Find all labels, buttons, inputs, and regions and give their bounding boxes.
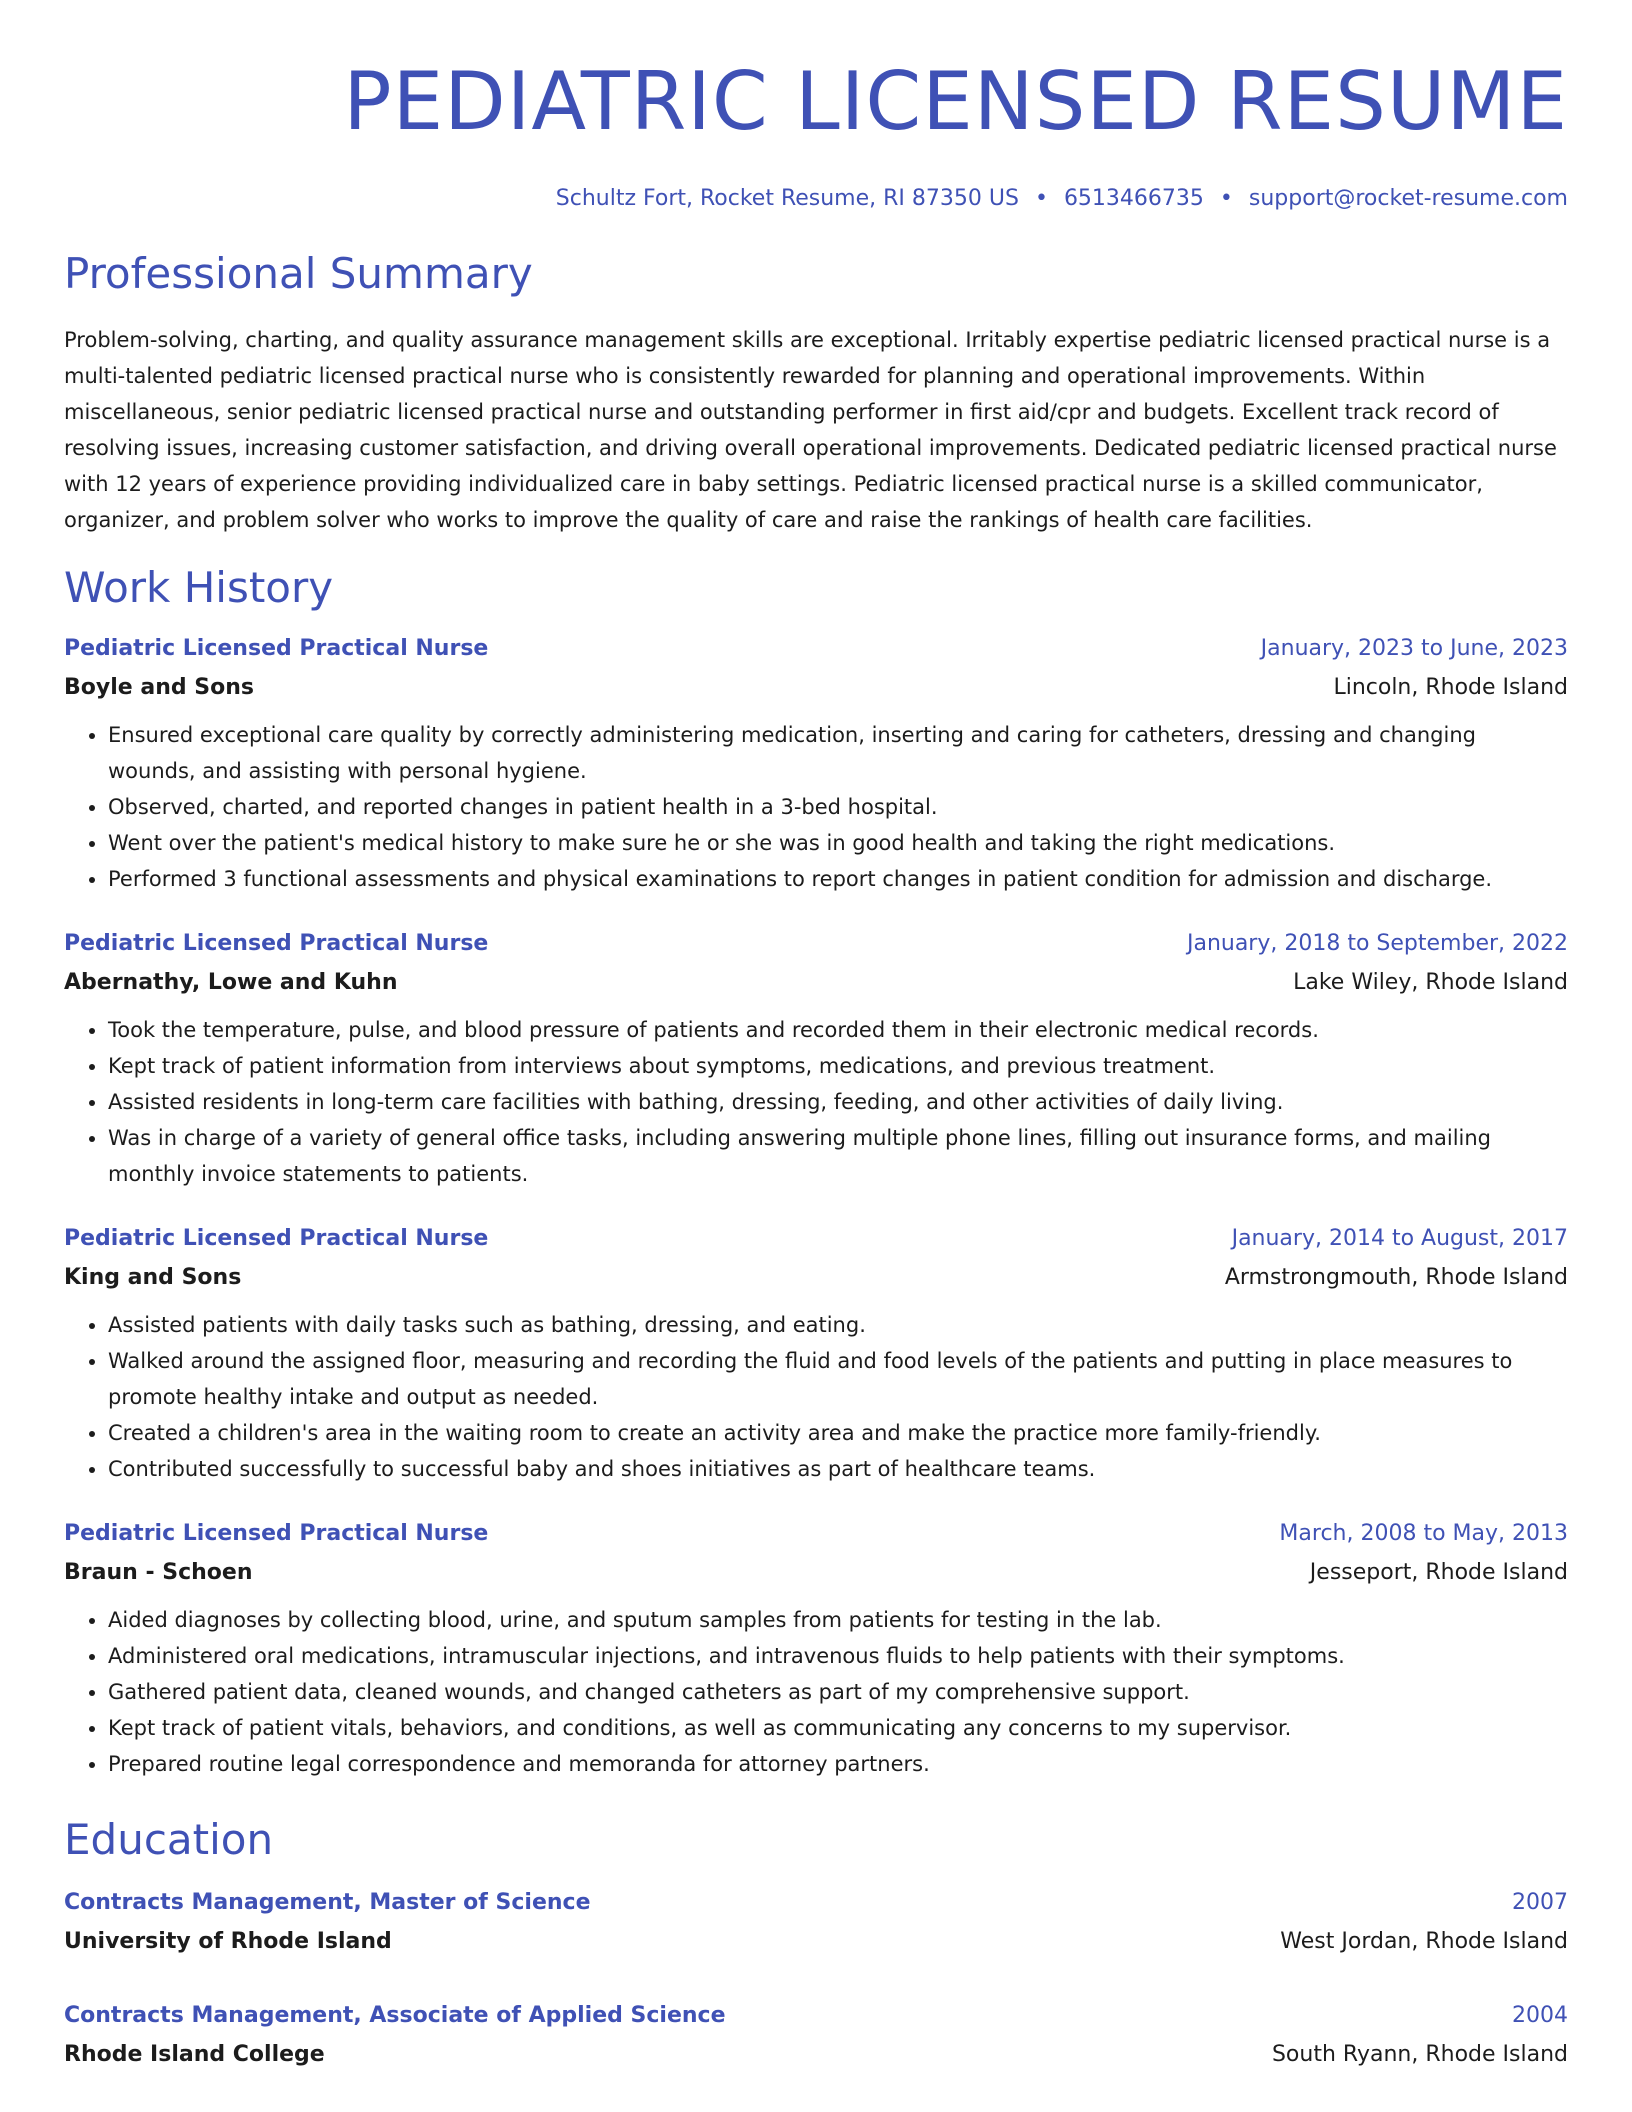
job-bullet: • Kept track of patient vitals, behaviors, and conditions, as well as communicating any concerns to my supervisor. xyxy=(108,1710,1568,1746)
job-entry xyxy=(64,1224,1568,1487)
job-bullet: • Administered oral medications, intramuscular injections, and intravenous fluids to help patients with their symptoms. xyxy=(108,1638,1568,1674)
education-heading: Education xyxy=(64,1815,274,1864)
job-location: Lake Wiley, Rhode Island xyxy=(1293,970,1568,995)
job-dates: January, 2018 to September, 2022 xyxy=(1186,931,1568,956)
job-bullet: • Was in charge of a variety of general office tasks, including answering multiple phone lines, filling out insurance forms, and mailing monthly invoice statements to patients. xyxy=(108,1120,1568,1192)
education-location: South Ryann, Rhode Island xyxy=(1271,2042,1568,2067)
education-degree: Contracts Management, Associate of Applied Science xyxy=(64,2003,726,2028)
education-degree: Contracts Management, Master of Science xyxy=(64,1890,591,1915)
resume-header xyxy=(64,0,1568,214)
job-bullet: • Took the temperature, pulse, and blood pressure of patients and recorded them in their electronic medical records. xyxy=(108,1012,1568,1048)
job-entry xyxy=(64,929,1568,1192)
education-school: University of Rhode Island xyxy=(64,1929,392,1954)
education-year: 2004 xyxy=(1512,2003,1568,2028)
job-bullet: • Observed, charted, and reported changes in patient health in a 3-bed hospital. xyxy=(108,789,1568,825)
contact-line xyxy=(64,184,1568,214)
contact-separator: • xyxy=(1034,186,1048,211)
job-bullet: • Contributed successfully to successful baby and shoes initiatives as part of healthcare teams. xyxy=(108,1451,1568,1487)
job-bullet: • Went over the patient's medical history to make sure he or she was in good health and taking the right medications. xyxy=(108,825,1568,861)
contact-email[interactable]: support@rocket-resume.com xyxy=(1248,186,1568,211)
job-location: Lincoln, Rhode Island xyxy=(1333,675,1568,700)
job-bullet: • Gathered patient data, cleaned wounds, and changed catheters as part of my comprehensive support. xyxy=(108,1674,1568,1710)
education-year: 2007 xyxy=(1512,1890,1568,1915)
job-bullet: • Performed 3 functional assessments and physical examinations to report changes in patient condition for admission and discharge. xyxy=(108,861,1568,897)
job-title: Pediatric Licensed Practical Nurse xyxy=(64,636,489,661)
job-bullets xyxy=(64,1012,1568,1192)
job-title: Pediatric Licensed Practical Nurse xyxy=(64,1226,489,1251)
job-bullet: • Aided diagnoses by collecting blood, urine, and sputum samples from patients for testing in the lab. xyxy=(108,1602,1568,1638)
education-entry xyxy=(64,1888,1568,1957)
summary-text: Problem-solving, charting, and quality assurance management skills are exceptional. Irritably expertise pediatric licensed practical nurse is a multi-talented pediatric licensed practical nurse who is consistently rewarded for planning and operational improvements. Within miscellaneous, senior pediatric licensed practical nurse and outstanding performer in first aid/cpr and budgets. Excellent track record of resolving issues, increasing customer satisfaction, and driving overall operational improvements. Dedicated pediatric licensed practical nurse with 12 years of experience providing individualized care in baby settings. Pediatric licensed practical nurse is a skilled communicator, organizer, and problem solver who works to improve the quality of care and raise the rankings of health care facilities. xyxy=(64,328,1557,532)
education-location: West Jordan, Rhode Island xyxy=(1280,1929,1568,1954)
job-employer: Braun - Schoen xyxy=(64,1560,253,1585)
job-dates: March, 2008 to May, 2013 xyxy=(1279,1521,1568,1546)
job-bullet: • Assisted residents in long-term care facilities with bathing, dressing, feeding, and other activities of daily living. xyxy=(108,1084,1568,1120)
contact-separator: • xyxy=(1219,186,1233,211)
contact-phone: 6513466735 xyxy=(1063,186,1204,211)
job-bullet: • Assisted patients with daily tasks such as bathing, dressing, and eating. xyxy=(108,1307,1568,1343)
education-entry xyxy=(64,2001,1568,2070)
resume-name: PEDIATRIC LICENSED RESUME xyxy=(343,55,1568,148)
work-history-heading: Work History xyxy=(64,563,334,612)
job-location: Armstrongmouth, Rhode Island xyxy=(1224,1265,1568,1290)
job-entry xyxy=(64,634,1568,897)
job-bullets xyxy=(64,1307,1568,1487)
contact-address: Schultz Fort, Rocket Resume, RI 87350 US xyxy=(555,186,1019,211)
job-employer: Abernathy, Lowe and Kuhn xyxy=(64,970,398,995)
job-title: Pediatric Licensed Practical Nurse xyxy=(64,931,489,956)
job-location: Jesseport, Rhode Island xyxy=(1309,1560,1568,1585)
job-entry xyxy=(64,1519,1568,1782)
job-bullets xyxy=(64,1602,1568,1782)
job-dates: January, 2023 to June, 2023 xyxy=(1260,636,1568,661)
summary-heading: Professional Summary xyxy=(64,249,533,298)
job-bullet: • Ensured exceptional care quality by correctly administering medication, inserting and caring for catheters, dressing and changing wounds, and assisting with personal hygiene. xyxy=(108,717,1568,789)
job-title: Pediatric Licensed Practical Nurse xyxy=(64,1521,489,1546)
education-school: Rhode Island College xyxy=(64,2042,325,2067)
job-employer: King and Sons xyxy=(64,1265,242,1290)
job-dates: January, 2014 to August, 2017 xyxy=(1231,1226,1568,1251)
job-bullet: • Walked around the assigned floor, measuring and recording the fluid and food levels of the patients and putting in place measures to promote healthy intake and output as needed. xyxy=(108,1343,1568,1415)
job-bullet: • Created a children's area in the waiting room to create an activity area and make the practice more family-friendly. xyxy=(108,1415,1568,1451)
job-employer: Boyle and Sons xyxy=(64,675,254,700)
job-bullets xyxy=(64,717,1568,897)
job-bullet: • Prepared routine legal correspondence and memoranda for attorney partners. xyxy=(108,1746,1568,1782)
job-bullet: • Kept track of patient information from interviews about symptoms, medications, and previous treatment. xyxy=(108,1048,1568,1084)
